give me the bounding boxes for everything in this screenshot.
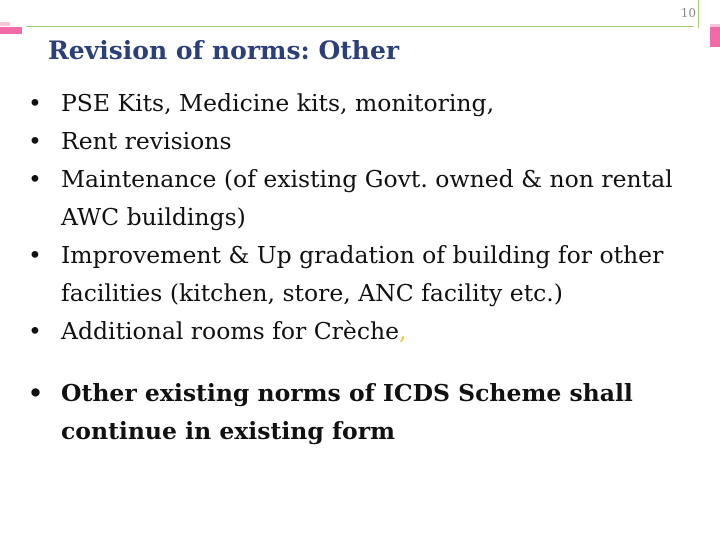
bullet-item <box>28 312 688 350</box>
header-line <box>26 26 694 27</box>
bullet-text: Additional rooms for Crèche <box>61 317 400 345</box>
pink-accent-left <box>0 27 22 34</box>
bullet-dot: • <box>28 165 42 193</box>
bullet-text: Rent revisions <box>61 127 232 155</box>
bullet-dot: • <box>28 241 42 269</box>
header-vertical-line <box>698 0 699 28</box>
pink-accent-left-light <box>0 22 10 26</box>
slide-title: Revision of norms: Other <box>48 36 400 65</box>
bullet-list <box>28 84 688 450</box>
pink-accent-right <box>710 27 720 47</box>
bullet-dot: • <box>28 379 44 407</box>
bullet-text: Maintenance (of existing Govt. owned & non rental AWC buildings) <box>61 165 673 231</box>
bullet-item <box>28 160 688 236</box>
bullet-item <box>28 122 688 160</box>
bullet-text: Improvement & Up gradation of building for other facilities (kitchen, store, ANC facility etc.) <box>61 241 664 307</box>
bullet-dot: • <box>28 127 42 155</box>
bullet-text: Other existing norms of ICDS Scheme shall continue in existing form <box>61 379 633 445</box>
bullet-item <box>28 84 688 122</box>
bullet-text: PSE Kits, Medicine kits, monitoring, <box>61 89 495 117</box>
bullet-item-emphasis <box>28 374 688 450</box>
bullet-item <box>28 236 688 312</box>
slide-number: 10 <box>680 6 696 20</box>
trailing-comma: , <box>399 317 407 345</box>
header-rule <box>0 0 720 40</box>
bullet-dot: • <box>28 89 42 117</box>
bullet-dot: • <box>28 317 42 345</box>
